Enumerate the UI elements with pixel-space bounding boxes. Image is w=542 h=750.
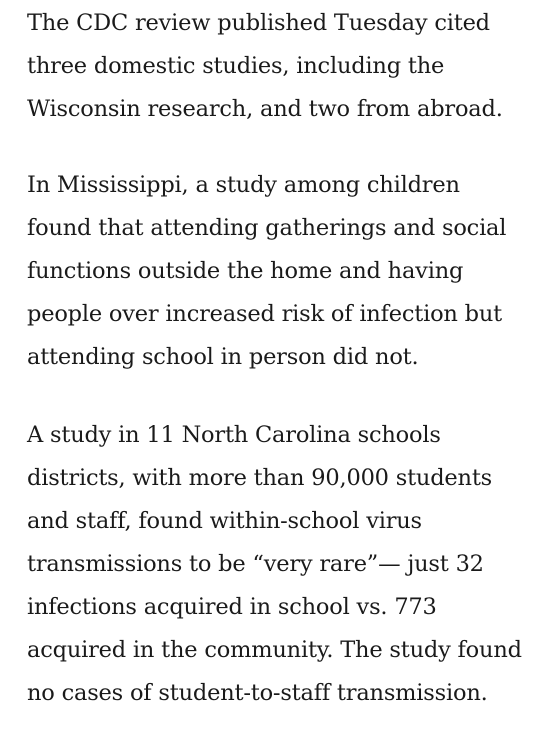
paragraph-cdc-review: The CDC review published Tuesday cited three domestic studies, including the Wisconsin research, and two from abroad. bbox=[27, 10, 503, 122]
paragraph-mississippi-study: In Mississippi, a study among children found that attending gatherings and social functions outside the home and having people over increased risk of infection but attending school in person did not. bbox=[27, 172, 507, 370]
paragraph-north-carolina-study: A study in 11 North Carolina schools districts, with more than 90,000 students and staff, found within-school virus transmissions to be “very rare”— just 32 infections acquired in school vs. 773 acquired in the community. The study found no cases of student-to-staff transmission. bbox=[27, 422, 522, 706]
